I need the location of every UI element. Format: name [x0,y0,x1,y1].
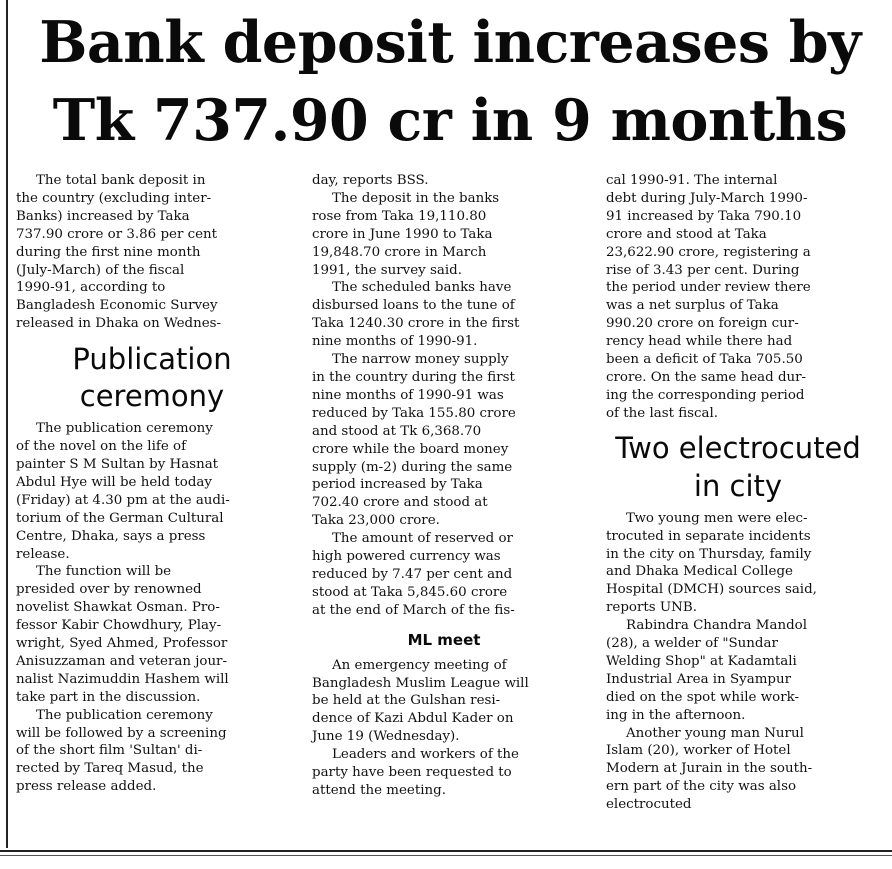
electrocuted-paragraph-2: Rabindra Chandra Mandol (28), a welder of "Sundar Welding Shop" at Kadamtali Industrial Area in Syampur died on the spot while work- ing in the afternoon. [606,618,807,723]
ml-meet-paragraph-2: Leaders and workers of the party have been requested to attend the meeting. [312,747,519,798]
publication-ceremony-heading: Publication ceremony [72,342,232,414]
bank-story-paragraph-4: The narrow money supply in the country during the first nine months of 1990-91 was reduced by Taka 155.80 crore and stood at Tk 6,368.70 crore while the board money supply (m-2) during the same period increased by Taka 702.40 crore and stood at Taka 23,000 crore. [312,352,516,529]
publication-paragraph-1: The publication ceremony of the novel on the life of painter S M Sultan by Hasnat Abdul Hye will be held today (Friday) at 4.30 pm at the audi- torium of the German Cultural Centre, Dhaka, says a press release. [16,421,230,562]
bank-story-paragraph-2: The deposit in the banks rose from Taka 19,110.80 crore in June 1990 to Taka 19,848.70 crore in March 1991, the survey said. [312,190,500,278]
bank-story-paragraph-5-continued: cal 1990-91. The internal debt during July-March 1990- 91 increased by Taka 790.10 crore and stood at Taka 23,622.90 crore, registering a rise of 3.43 per cent. During the period under review there was a net surplus of Taka 990.20 crore on foreign cur- rency head while there had been a deficit of Taka 705.50 crore. On the same head dur- ing the corresponding period of the last fiscal. [606,173,811,421]
publication-paragraph-3: The publication ceremony will be followed by a screening of the short film 'Sultan' di- rected by Tareq Masud, the press release added. [16,707,227,795]
electrocuted-paragraph-3: Another young man Nurul Islam (20), worker of Hotel Modern at Jurain in the south- ern part of the city was also electrocuted [606,725,813,813]
bank-story-paragraph-1: The total bank deposit in the country (excluding inter- Banks) increased by Taka 737.90 crore or 3.86 per cent during the first nine month (July-March) of the fiscal 1990-91, according to Bangladesh Economic Survey released in Dhaka on Wednes- [16,173,222,332]
headline: Bank deposit increases by Tk 737.90 cr in 9 months [39,9,861,154]
bank-story-paragraph-3: The scheduled banks have disbursed loans to the tune of Taka 1240.30 crore in the first nine months of 1990-91. [312,280,520,350]
column-frame-rule [6,0,8,848]
bank-story-paragraph-1-continued: day, reports BSS. [312,173,429,188]
publication-paragraph-2: The function will be presided over by renowned novelist Shawkat Osman. Pro- fessor Kabir Chowdhury, Play- wright, Syed Ahmed, Professor Anisuzzaman and veteran jour- nalist Nazimuddin Hashem will take part in the discussion. [16,564,229,705]
bottom-rule [0,850,892,852]
ml-meet-paragraph-1: An emergency meeting of Bangladesh Muslim League will be held at the Gulshan resi- dence of Kazi Abdul Kader on June 19 (Wednesday). [312,657,529,745]
electrocuted-paragraph-1: Two young men were elec- trocuted in separate incidents in the city on Thursday, family and Dhaka Medical College Hospital (DMCH) sources said, reports UNB. [606,510,817,616]
ml-meet-heading: ML meet [407,630,481,649]
two-electrocuted-heading: Two electrocuted in city [615,430,861,503]
column-1 [16,172,288,796]
column-2 [312,172,576,800]
bottom-rule-thin [0,855,892,856]
bank-story-paragraph-5: The amount of reserved or high powered currency was reduced by 7.47 per cent and stood at Taka 5,845.60 crore at the end of March of the fis- [312,531,515,618]
column-3 [606,172,870,814]
